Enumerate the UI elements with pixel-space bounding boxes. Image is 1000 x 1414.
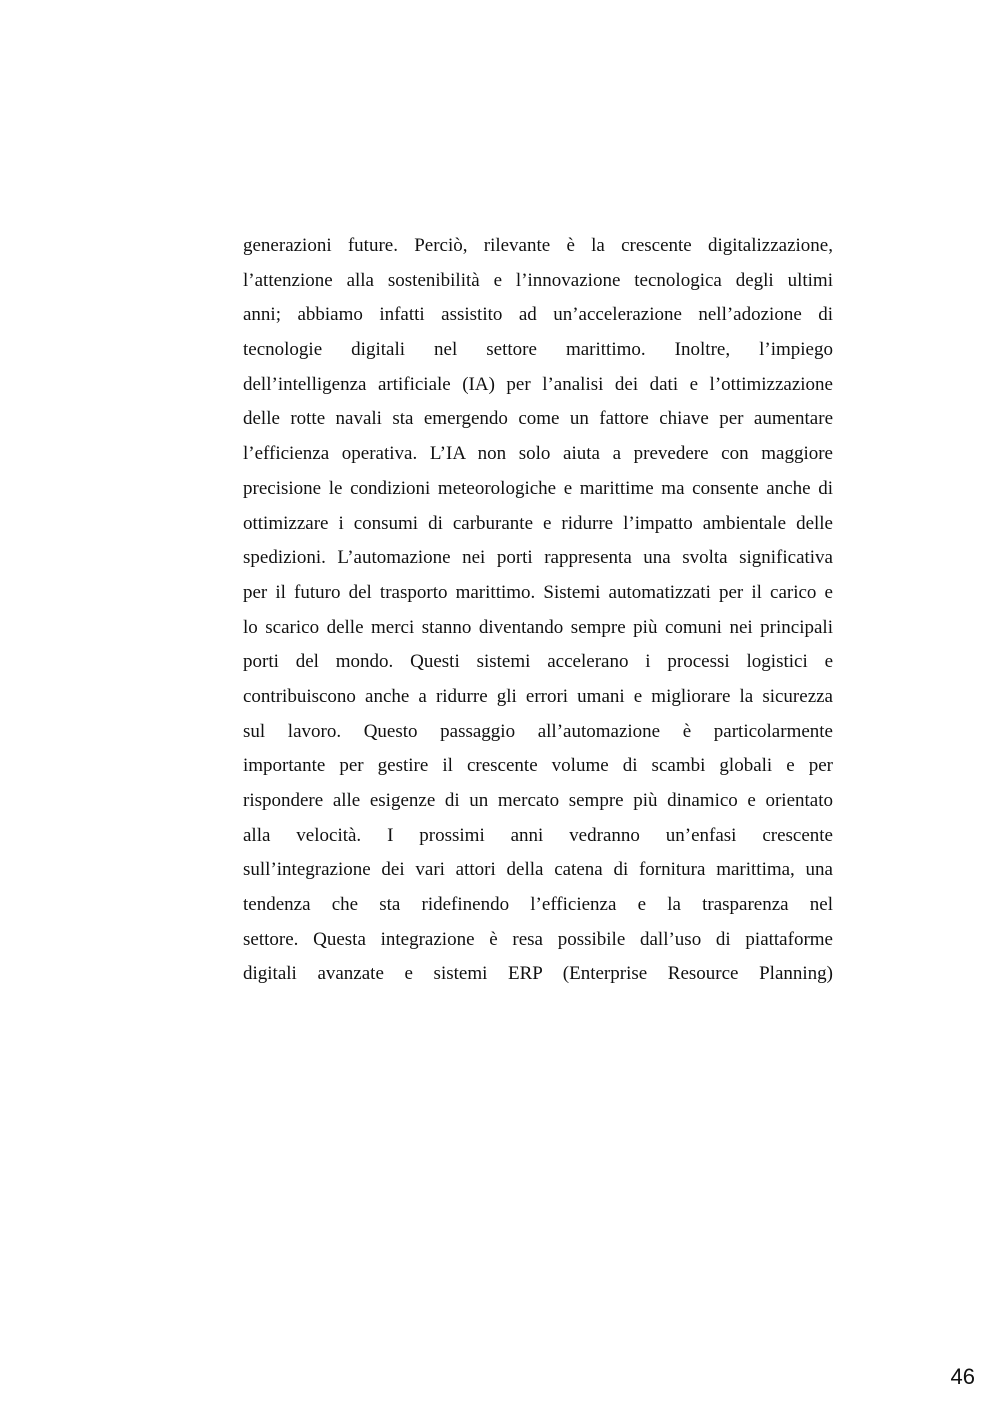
text-line: alla velocità. I prossimi anni vedranno un’enfasi crescente [243, 824, 833, 846]
text-line: delle rotte navali sta emergendo come un fattore chiave per aumentare [243, 408, 833, 430]
text-line: generazioni future. Perciò, rilevante è la crescente digitalizzazione, [243, 235, 833, 256]
text-line: l’efficienza operativa. L’IA non solo aiuta a prevedere con maggiore [243, 443, 833, 465]
text-line: dell’intelligenza artificiale (IA) per l’analisi dei dati e l’ottimizzazione [243, 373, 833, 395]
text-line: contribuiscono anche a ridurre gli errori umani e migliorare la sicurezza [243, 685, 833, 707]
text-line: rispondere alle esigenze di un mercato sempre più dinamico e orientato [243, 790, 833, 811]
text-line: digitali avanzate e sistemi ERP (Enterprise Resource Planning) [243, 963, 833, 985]
text-line: ottimizzare i consumi di carburante e ridurre l’impatto ambientale delle [243, 512, 833, 534]
text-line: tendenza che sta ridefinendo l’efficienza e la trasparenza nel [243, 894, 833, 916]
text-line: importante per gestire il crescente volume di scambi globali e per [243, 755, 833, 777]
text-line: settore. Questa integrazione è resa possibile dall’uso di piattaforme [243, 928, 833, 950]
body-paragraph [243, 229, 833, 992]
text-line: precisione le condizioni meteorologiche e marittime ma consente anche di [243, 477, 833, 499]
text-line: sull’integrazione dei vari attori della catena di fornitura marittima, una [243, 859, 833, 881]
text-line: tecnologie digitali nel settore marittimo. Inoltre, l’impiego [243, 339, 833, 361]
text-line: anni; abbiamo infatti assistito ad un’accelerazione nell’adozione di [243, 304, 833, 326]
text-line: lo scarico delle merci stanno diventando sempre più comuni nei principali [243, 616, 833, 638]
text-line: sul lavoro. Questo passaggio all’automazione è particolarmente [243, 720, 833, 742]
page-number: 46 [950, 1364, 975, 1389]
text-line: l’attenzione alla sostenibilità e l’innovazione tecnologica degli ultimi [243, 269, 833, 291]
text-line: porti del mondo. Questi sistemi accelerano i processi logistici e [243, 651, 833, 673]
text-line: per il futuro del trasporto marittimo. Sistemi automatizzati per il carico e [243, 581, 833, 603]
text-line: spedizioni. L’automazione nei porti rappresenta una svolta significativa [243, 547, 833, 569]
